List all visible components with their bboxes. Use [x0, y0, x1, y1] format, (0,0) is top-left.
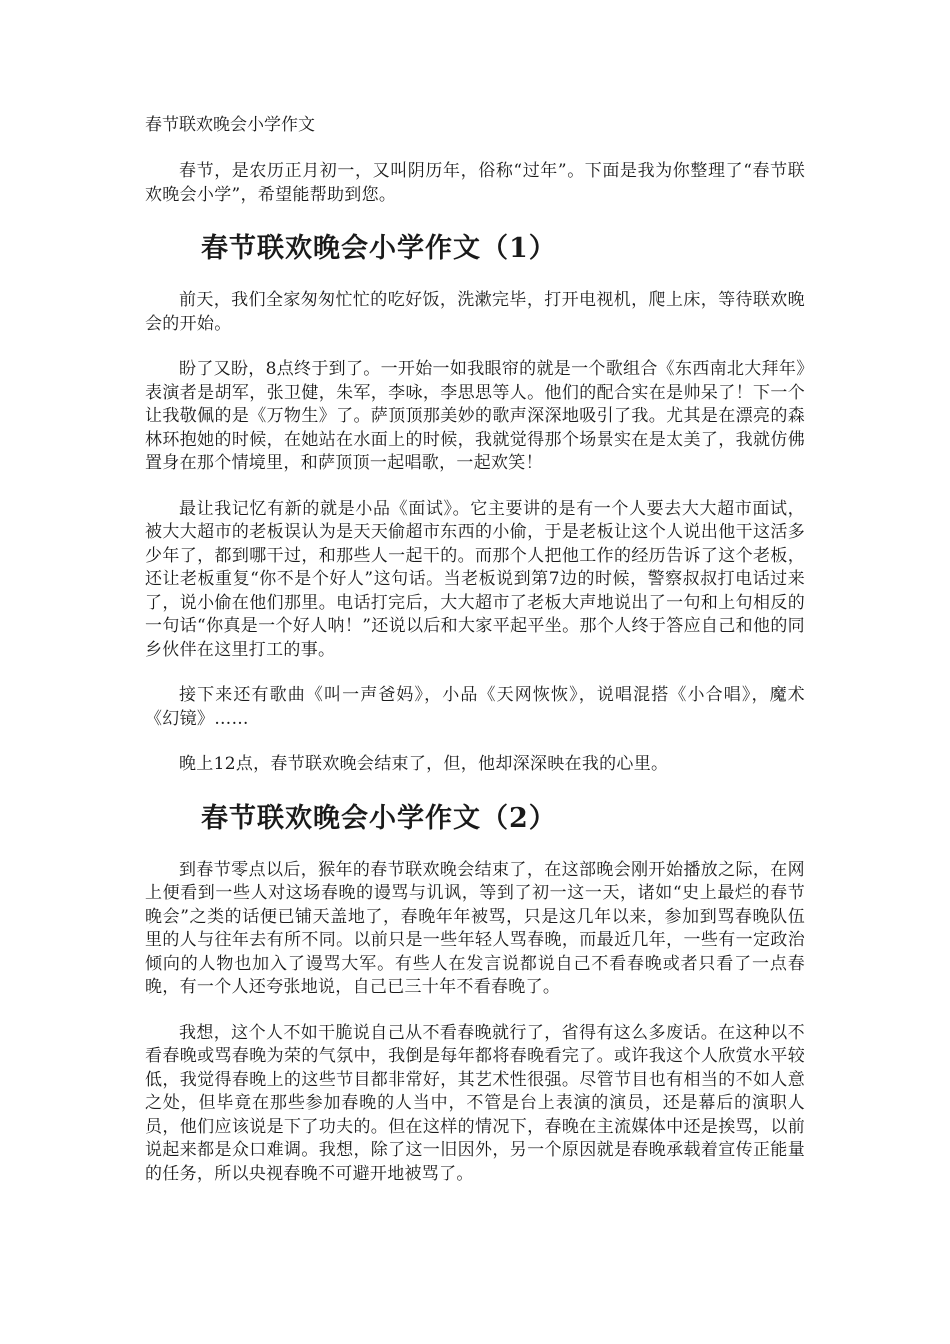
section-1-heading: 春节联欢晚会小学作文（1）	[201, 233, 557, 264]
section-1-paragraph-1: 前天，我们全家匆匆忙忙的吃好饭，洗漱完毕，打开电视机，爬上床，等待联欢晚会的开始。	[145, 290, 805, 334]
section-2-heading: 春节联欢晚会小学作文（2）	[201, 802, 557, 834]
section-1-paragraph-5: 晚上12点，春节联欢晚会结束了，但，他却深深映在我的心里。	[179, 754, 669, 774]
document-title: 春节联欢晚会小学作文	[145, 115, 315, 135]
section-2-paragraph-2: 我想，这个人不如干脆说自己从不看春晚就行了，省得有这么多废话。在这种以不看春晚或骂春晚为荣的气氛中，我倒是每年都将春晚看完了。或许我这个人欣赏水平较低，我觉得春晚上的这些节目都非常好，其艺术性很强。尽管节目也有相当的不如人意之处，但毕竟在那些参加春晚的人当中，不管是台上表演的演员，还是幕后的演职人员，他们应该说是下了功夫的。但在这样的情况下，春晚在主流媒体中还是挨骂，以前说起来都是众口难调。我想，除了这一旧因外，另一个原因就是春晚承载着宣传正能量的任务，所以央视春晚不可避开地被骂了。	[145, 1022, 805, 1184]
section-1-paragraph-2: 盼了又盼，8点终于到了。一开始一如我眼帘的就是一个歌组合《东西南北大拜年》表演者是胡军，张卫健，朱军，李咏，李思思等人。他们的配合实在是帅呆了！下一个让我敬佩的是《万物生》了。萨顶顶那美妙的歌声深深地吸引了我。尤其是在漂亮的森林环抱她的时候，在她站在水面上的时候，我就觉得那个场景实在是太美了，我就仿佛置身在那个情境里，和萨顶顶一起唱歌，一起欢笑！	[145, 359, 805, 473]
document-page	[145, 112, 805, 1208]
section-1-paragraph-4: 接下来还有歌曲《叫一声爸妈》，小品《天网恢恢》，说唱混搭《小合唱》，魔术《幻镜》……	[145, 685, 805, 729]
section-1-paragraph-3: 最让我记忆有新的就是小品《面试》。它主要讲的是有一个人要去大大超市面试，被大大超市的老板误认为是天天偷超市东西的小偷，于是老板让这个人说出他干这活多少年了，都到哪干过，和那些人一起干的。而那个人把他工作的经历告诉了这个老板，还让老板重复“你不是个好人”这句话。当老板说到第7边的时候，警察叔叔打电话过来了，说小偷在他们那里。电话打完后，大大超市了老板大声地说出了一句和上句相反的一句话“你真是一个好人呐！”还说以后和大家平起平坐。那个人终于答应自己和他的同乡伙伴在这里打工的事。	[145, 498, 805, 660]
section-2-paragraph-1: 到春节零点以后，猴年的春节联欢晚会结束了，在这部晚会刚开始播放之际，在网上便看到一些人对这场春晚的谩骂与讥讽，等到了初一这一天，诸如“史上最烂的春节晚会”之类的话便已铺天盖地了，春晚年年被骂，只是这几年以来，参加到骂春晚队伍里的人与往年去有所不同。以前只是一些年轻人骂春晚，而最近几年，一些有一定政治倾向的人物也加入了谩骂大军。有些人在发言说都说自己不看春晚或者只看了一点春晚，有一个人还夸张地说，自己已三十年不看春晚了。	[145, 859, 805, 997]
intro-paragraph: 春节，是农历正月初一，又叫阴历年，俗称“过年”。下面是我为你整理了“春节联欢晚会小学”，希望能帮助到您。	[145, 161, 805, 205]
